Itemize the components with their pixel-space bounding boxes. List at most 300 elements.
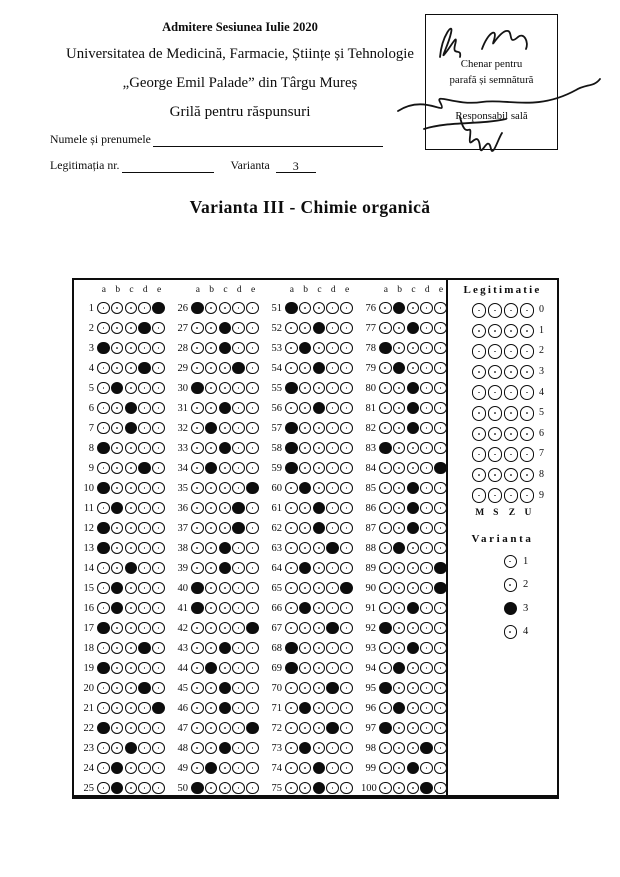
answer-bubble-77d[interactable] — [420, 322, 433, 335]
answer-bubble-37d[interactable] — [232, 522, 245, 535]
answer-bubble-70c[interactable] — [313, 682, 326, 695]
answer-bubble-94a[interactable] — [379, 662, 392, 675]
answer-bubble-93b[interactable] — [393, 642, 406, 655]
answer-bubble-96e[interactable] — [434, 702, 447, 715]
answer-bubble-99a[interactable] — [379, 762, 392, 775]
answer-bubble-56c[interactable] — [313, 402, 326, 415]
answer-bubble-15b[interactable] — [111, 582, 124, 595]
answer-bubble-76e[interactable] — [434, 302, 447, 315]
answer-bubble-32a[interactable] — [191, 422, 204, 435]
answer-bubble-45e[interactable] — [246, 682, 259, 695]
answer-bubble-2b[interactable] — [111, 322, 124, 335]
legitimatie-bubble-5-S[interactable] — [488, 406, 503, 421]
answer-bubble-51e[interactable] — [340, 302, 353, 315]
answer-bubble-60d[interactable] — [326, 482, 339, 495]
answer-bubble-75b[interactable] — [299, 782, 312, 795]
answer-bubble-95e[interactable] — [434, 682, 447, 695]
answer-bubble-98c[interactable] — [407, 742, 420, 755]
answer-bubble-39b[interactable] — [205, 562, 218, 575]
answer-bubble-6b[interactable] — [111, 402, 124, 415]
answer-bubble-79e[interactable] — [434, 362, 447, 375]
answer-bubble-54e[interactable] — [340, 362, 353, 375]
answer-bubble-69e[interactable] — [340, 662, 353, 675]
answer-bubble-47d[interactable] — [232, 722, 245, 735]
legitimatie-bubble-8-Z[interactable] — [504, 468, 519, 483]
answer-bubble-20e[interactable] — [152, 682, 165, 695]
answer-bubble-23c[interactable] — [125, 742, 138, 755]
answer-bubble-11a[interactable] — [97, 502, 110, 515]
answer-bubble-52a[interactable] — [285, 322, 298, 335]
answer-bubble-53d[interactable] — [326, 342, 339, 355]
legitimatie-bubble-6-M[interactable] — [472, 427, 487, 442]
answer-bubble-16d[interactable] — [138, 602, 151, 615]
answer-bubble-33d[interactable] — [232, 442, 245, 455]
answer-bubble-75d[interactable] — [326, 782, 339, 795]
answer-bubble-85e[interactable] — [434, 482, 447, 495]
answer-bubble-98d[interactable] — [420, 742, 433, 755]
answer-bubble-48b[interactable] — [205, 742, 218, 755]
answer-bubble-21e[interactable] — [152, 702, 165, 715]
answer-bubble-16b[interactable] — [111, 602, 124, 615]
answer-bubble-61a[interactable] — [285, 502, 298, 515]
answer-bubble-66b[interactable] — [299, 602, 312, 615]
answer-bubble-96c[interactable] — [407, 702, 420, 715]
answer-bubble-27e[interactable] — [246, 322, 259, 335]
legitimatie-bubble-1-S[interactable] — [488, 324, 503, 339]
answer-bubble-38e[interactable] — [246, 542, 259, 555]
answer-bubble-7c[interactable] — [125, 422, 138, 435]
answer-bubble-19c[interactable] — [125, 662, 138, 675]
legitimatie-bubble-6-S[interactable] — [488, 427, 503, 442]
answer-bubble-53e[interactable] — [340, 342, 353, 355]
answer-bubble-45d[interactable] — [232, 682, 245, 695]
answer-bubble-31e[interactable] — [246, 402, 259, 415]
legitimatie-bubble-2-S[interactable] — [488, 344, 503, 359]
answer-bubble-92a[interactable] — [379, 622, 392, 635]
answer-bubble-20c[interactable] — [125, 682, 138, 695]
answer-bubble-91e[interactable] — [434, 602, 447, 615]
answer-bubble-48a[interactable] — [191, 742, 204, 755]
answer-bubble-18c[interactable] — [125, 642, 138, 655]
answer-bubble-57b[interactable] — [299, 422, 312, 435]
answer-bubble-51c[interactable] — [313, 302, 326, 315]
answer-bubble-26c[interactable] — [219, 302, 232, 315]
answer-bubble-84c[interactable] — [407, 462, 420, 475]
answer-bubble-56e[interactable] — [340, 402, 353, 415]
answer-bubble-99c[interactable] — [407, 762, 420, 775]
answer-bubble-72a[interactable] — [285, 722, 298, 735]
answer-bubble-24a[interactable] — [97, 762, 110, 775]
answer-bubble-57d[interactable] — [326, 422, 339, 435]
answer-bubble-64a[interactable] — [285, 562, 298, 575]
answer-bubble-74a[interactable] — [285, 762, 298, 775]
answer-bubble-13e[interactable] — [152, 542, 165, 555]
answer-bubble-17c[interactable] — [125, 622, 138, 635]
answer-bubble-30c[interactable] — [219, 382, 232, 395]
answer-bubble-96b[interactable] — [393, 702, 406, 715]
answer-bubble-39a[interactable] — [191, 562, 204, 575]
legitimatie-bubble-3-U[interactable] — [520, 365, 535, 380]
answer-bubble-28a[interactable] — [191, 342, 204, 355]
answer-bubble-4b[interactable] — [111, 362, 124, 375]
answer-bubble-14c[interactable] — [125, 562, 138, 575]
answer-bubble-87e[interactable] — [434, 522, 447, 535]
answer-bubble-5b[interactable] — [111, 382, 124, 395]
answer-bubble-29b[interactable] — [205, 362, 218, 375]
answer-bubble-29d[interactable] — [232, 362, 245, 375]
answer-bubble-59e[interactable] — [340, 462, 353, 475]
answer-bubble-31a[interactable] — [191, 402, 204, 415]
answer-bubble-25b[interactable] — [111, 782, 124, 795]
answer-bubble-97b[interactable] — [393, 722, 406, 735]
answer-bubble-47a[interactable] — [191, 722, 204, 735]
answer-bubble-22c[interactable] — [125, 722, 138, 735]
answer-bubble-1c[interactable] — [125, 302, 138, 315]
answer-bubble-100a[interactable] — [379, 782, 392, 795]
answer-bubble-49c[interactable] — [219, 762, 232, 775]
answer-bubble-2e[interactable] — [152, 322, 165, 335]
answer-bubble-95a[interactable] — [379, 682, 392, 695]
answer-bubble-50d[interactable] — [232, 782, 245, 795]
answer-bubble-52d[interactable] — [326, 322, 339, 335]
answer-bubble-67e[interactable] — [340, 622, 353, 635]
answer-bubble-17b[interactable] — [111, 622, 124, 635]
answer-bubble-91a[interactable] — [379, 602, 392, 615]
answer-bubble-36a[interactable] — [191, 502, 204, 515]
answer-bubble-69c[interactable] — [313, 662, 326, 675]
varianta-bubble-2[interactable] — [504, 578, 518, 592]
answer-bubble-3e[interactable] — [152, 342, 165, 355]
answer-bubble-52e[interactable] — [340, 322, 353, 335]
answer-bubble-51b[interactable] — [299, 302, 312, 315]
answer-bubble-12b[interactable] — [111, 522, 124, 535]
answer-bubble-83c[interactable] — [407, 442, 420, 455]
answer-bubble-93c[interactable] — [407, 642, 420, 655]
answer-bubble-64c[interactable] — [313, 562, 326, 575]
answer-bubble-79c[interactable] — [407, 362, 420, 375]
legitimatie-bubble-5-Z[interactable] — [504, 406, 519, 421]
answer-bubble-68d[interactable] — [326, 642, 339, 655]
answer-bubble-44c[interactable] — [219, 662, 232, 675]
answer-bubble-90a[interactable] — [379, 582, 392, 595]
answer-bubble-29a[interactable] — [191, 362, 204, 375]
answer-bubble-8a[interactable] — [97, 442, 110, 455]
answer-bubble-59a[interactable] — [285, 462, 298, 475]
answer-bubble-11d[interactable] — [138, 502, 151, 515]
answer-bubble-76a[interactable] — [379, 302, 392, 315]
answer-bubble-3b[interactable] — [111, 342, 124, 355]
answer-bubble-18b[interactable] — [111, 642, 124, 655]
answer-bubble-46c[interactable] — [219, 702, 232, 715]
answer-bubble-83a[interactable] — [379, 442, 392, 455]
answer-bubble-94b[interactable] — [393, 662, 406, 675]
answer-bubble-98e[interactable] — [434, 742, 447, 755]
answer-bubble-92c[interactable] — [407, 622, 420, 635]
answer-bubble-16e[interactable] — [152, 602, 165, 615]
varianta-bubble-1[interactable] — [504, 555, 518, 569]
answer-bubble-41e[interactable] — [246, 602, 259, 615]
answer-bubble-29c[interactable] — [219, 362, 232, 375]
answer-bubble-30b[interactable] — [205, 382, 218, 395]
answer-bubble-26a[interactable] — [191, 302, 204, 315]
answer-bubble-86b[interactable] — [393, 502, 406, 515]
legitimatie-bubble-9-Z[interactable] — [504, 488, 519, 503]
legitimatie-bubble-6-U[interactable] — [520, 427, 535, 442]
answer-bubble-55a[interactable] — [285, 382, 298, 395]
answer-bubble-27a[interactable] — [191, 322, 204, 335]
answer-bubble-78b[interactable] — [393, 342, 406, 355]
answer-bubble-66c[interactable] — [313, 602, 326, 615]
answer-bubble-74e[interactable] — [340, 762, 353, 775]
answer-bubble-40c[interactable] — [219, 582, 232, 595]
answer-bubble-93a[interactable] — [379, 642, 392, 655]
answer-bubble-36e[interactable] — [246, 502, 259, 515]
answer-bubble-14e[interactable] — [152, 562, 165, 575]
answer-bubble-89e[interactable] — [434, 562, 447, 575]
answer-bubble-12d[interactable] — [138, 522, 151, 535]
answer-bubble-22b[interactable] — [111, 722, 124, 735]
answer-bubble-35c[interactable] — [219, 482, 232, 495]
answer-bubble-31b[interactable] — [205, 402, 218, 415]
answer-bubble-63e[interactable] — [340, 542, 353, 555]
answer-bubble-14b[interactable] — [111, 562, 124, 575]
answer-bubble-11b[interactable] — [111, 502, 124, 515]
answer-bubble-5e[interactable] — [152, 382, 165, 395]
answer-bubble-34e[interactable] — [246, 462, 259, 475]
answer-bubble-33c[interactable] — [219, 442, 232, 455]
answer-bubble-1e[interactable] — [152, 302, 165, 315]
answer-bubble-94c[interactable] — [407, 662, 420, 675]
answer-bubble-68b[interactable] — [299, 642, 312, 655]
answer-bubble-19a[interactable] — [97, 662, 110, 675]
answer-bubble-80e[interactable] — [434, 382, 447, 395]
answer-bubble-35e[interactable] — [246, 482, 259, 495]
answer-bubble-68c[interactable] — [313, 642, 326, 655]
answer-bubble-7d[interactable] — [138, 422, 151, 435]
answer-bubble-64d[interactable] — [326, 562, 339, 575]
answer-bubble-84e[interactable] — [434, 462, 447, 475]
answer-bubble-14a[interactable] — [97, 562, 110, 575]
answer-bubble-8d[interactable] — [138, 442, 151, 455]
answer-bubble-57c[interactable] — [313, 422, 326, 435]
answer-bubble-12c[interactable] — [125, 522, 138, 535]
answer-bubble-25c[interactable] — [125, 782, 138, 795]
answer-bubble-89a[interactable] — [379, 562, 392, 575]
answer-bubble-57e[interactable] — [340, 422, 353, 435]
answer-bubble-31d[interactable] — [232, 402, 245, 415]
answer-bubble-63c[interactable] — [313, 542, 326, 555]
answer-bubble-96d[interactable] — [420, 702, 433, 715]
answer-bubble-17d[interactable] — [138, 622, 151, 635]
answer-bubble-46d[interactable] — [232, 702, 245, 715]
answer-bubble-100b[interactable] — [393, 782, 406, 795]
answer-bubble-48c[interactable] — [219, 742, 232, 755]
legitimatie-bubble-8-U[interactable] — [520, 468, 535, 483]
answer-bubble-24b[interactable] — [111, 762, 124, 775]
answer-bubble-38b[interactable] — [205, 542, 218, 555]
answer-bubble-71b[interactable] — [299, 702, 312, 715]
answer-bubble-87b[interactable] — [393, 522, 406, 535]
answer-bubble-88e[interactable] — [434, 542, 447, 555]
answer-bubble-90e[interactable] — [434, 582, 447, 595]
answer-bubble-9c[interactable] — [125, 462, 138, 475]
answer-bubble-42b[interactable] — [205, 622, 218, 635]
answer-bubble-26d[interactable] — [232, 302, 245, 315]
answer-bubble-34a[interactable] — [191, 462, 204, 475]
answer-bubble-89c[interactable] — [407, 562, 420, 575]
legitimatie-bubble-2-Z[interactable] — [504, 344, 519, 359]
answer-bubble-58e[interactable] — [340, 442, 353, 455]
answer-bubble-82c[interactable] — [407, 422, 420, 435]
answer-bubble-10b[interactable] — [111, 482, 124, 495]
legitimatie-bubble-1-U[interactable] — [520, 324, 535, 339]
answer-bubble-13a[interactable] — [97, 542, 110, 555]
answer-bubble-6c[interactable] — [125, 402, 138, 415]
answer-bubble-90c[interactable] — [407, 582, 420, 595]
answer-bubble-56d[interactable] — [326, 402, 339, 415]
answer-bubble-18a[interactable] — [97, 642, 110, 655]
legitimatie-bubble-7-Z[interactable] — [504, 447, 519, 462]
answer-bubble-58c[interactable] — [313, 442, 326, 455]
variant-value-line[interactable]: 3 — [276, 159, 316, 173]
answer-bubble-78c[interactable] — [407, 342, 420, 355]
answer-bubble-55b[interactable] — [299, 382, 312, 395]
answer-bubble-33b[interactable] — [205, 442, 218, 455]
answer-bubble-44d[interactable] — [232, 662, 245, 675]
answer-bubble-40d[interactable] — [232, 582, 245, 595]
answer-bubble-4d[interactable] — [138, 362, 151, 375]
answer-bubble-73d[interactable] — [326, 742, 339, 755]
answer-bubble-37e[interactable] — [246, 522, 259, 535]
answer-bubble-95d[interactable] — [420, 682, 433, 695]
legitimatie-bubble-8-M[interactable] — [472, 468, 487, 483]
answer-bubble-96a[interactable] — [379, 702, 392, 715]
answer-bubble-47e[interactable] — [246, 722, 259, 735]
answer-bubble-13d[interactable] — [138, 542, 151, 555]
answer-bubble-46a[interactable] — [191, 702, 204, 715]
answer-bubble-4c[interactable] — [125, 362, 138, 375]
legitimatie-bubble-4-Z[interactable] — [504, 385, 519, 400]
answer-bubble-55c[interactable] — [313, 382, 326, 395]
answer-bubble-69d[interactable] — [326, 662, 339, 675]
answer-bubble-36b[interactable] — [205, 502, 218, 515]
answer-bubble-95b[interactable] — [393, 682, 406, 695]
answer-bubble-81e[interactable] — [434, 402, 447, 415]
answer-bubble-70a[interactable] — [285, 682, 298, 695]
answer-bubble-2a[interactable] — [97, 322, 110, 335]
answer-bubble-28e[interactable] — [246, 342, 259, 355]
answer-bubble-6d[interactable] — [138, 402, 151, 415]
answer-bubble-39e[interactable] — [246, 562, 259, 575]
answer-bubble-66d[interactable] — [326, 602, 339, 615]
answer-bubble-6a[interactable] — [97, 402, 110, 415]
legitimatie-bubble-3-Z[interactable] — [504, 365, 519, 380]
answer-bubble-72e[interactable] — [340, 722, 353, 735]
answer-bubble-43d[interactable] — [232, 642, 245, 655]
answer-bubble-27b[interactable] — [205, 322, 218, 335]
answer-bubble-32d[interactable] — [232, 422, 245, 435]
answer-bubble-24e[interactable] — [152, 762, 165, 775]
legitimatie-bubble-8-S[interactable] — [488, 468, 503, 483]
legitimatie-bubble-7-S[interactable] — [488, 447, 503, 462]
answer-bubble-27c[interactable] — [219, 322, 232, 335]
answer-bubble-62b[interactable] — [299, 522, 312, 535]
answer-bubble-82e[interactable] — [434, 422, 447, 435]
answer-bubble-92b[interactable] — [393, 622, 406, 635]
answer-bubble-82a[interactable] — [379, 422, 392, 435]
answer-bubble-79d[interactable] — [420, 362, 433, 375]
answer-bubble-36c[interactable] — [219, 502, 232, 515]
answer-bubble-54d[interactable] — [326, 362, 339, 375]
answer-bubble-45a[interactable] — [191, 682, 204, 695]
answer-bubble-76b[interactable] — [393, 302, 406, 315]
answer-bubble-5d[interactable] — [138, 382, 151, 395]
answer-bubble-46e[interactable] — [246, 702, 259, 715]
answer-bubble-59d[interactable] — [326, 462, 339, 475]
answer-bubble-29e[interactable] — [246, 362, 259, 375]
answer-bubble-16c[interactable] — [125, 602, 138, 615]
varianta-bubble-3[interactable] — [504, 602, 518, 616]
legitimatie-bubble-0-Z[interactable] — [504, 303, 519, 318]
answer-bubble-42e[interactable] — [246, 622, 259, 635]
answer-bubble-10a[interactable] — [97, 482, 110, 495]
answer-bubble-73a[interactable] — [285, 742, 298, 755]
answer-bubble-68a[interactable] — [285, 642, 298, 655]
answer-bubble-34b[interactable] — [205, 462, 218, 475]
legitimatie-bubble-0-U[interactable] — [520, 303, 535, 318]
answer-bubble-73e[interactable] — [340, 742, 353, 755]
answer-bubble-54c[interactable] — [313, 362, 326, 375]
answer-bubble-42c[interactable] — [219, 622, 232, 635]
answer-bubble-60a[interactable] — [285, 482, 298, 495]
answer-bubble-88a[interactable] — [379, 542, 392, 555]
answer-bubble-49b[interactable] — [205, 762, 218, 775]
answer-bubble-80c[interactable] — [407, 382, 420, 395]
answer-bubble-52c[interactable] — [313, 322, 326, 335]
answer-bubble-10d[interactable] — [138, 482, 151, 495]
answer-bubble-43c[interactable] — [219, 642, 232, 655]
answer-bubble-75a[interactable] — [285, 782, 298, 795]
answer-bubble-86c[interactable] — [407, 502, 420, 515]
answer-bubble-11c[interactable] — [125, 502, 138, 515]
id-input-line[interactable] — [122, 159, 214, 173]
answer-bubble-36d[interactable] — [232, 502, 245, 515]
answer-bubble-9e[interactable] — [152, 462, 165, 475]
answer-bubble-50e[interactable] — [246, 782, 259, 795]
answer-bubble-60e[interactable] — [340, 482, 353, 495]
answer-bubble-32c[interactable] — [219, 422, 232, 435]
answer-bubble-4a[interactable] — [97, 362, 110, 375]
answer-bubble-35b[interactable] — [205, 482, 218, 495]
answer-bubble-78e[interactable] — [434, 342, 447, 355]
answer-bubble-74b[interactable] — [299, 762, 312, 775]
answer-bubble-50c[interactable] — [219, 782, 232, 795]
answer-bubble-88d[interactable] — [420, 542, 433, 555]
answer-bubble-84d[interactable] — [420, 462, 433, 475]
answer-bubble-62e[interactable] — [340, 522, 353, 535]
answer-bubble-98a[interactable] — [379, 742, 392, 755]
answer-bubble-34c[interactable] — [219, 462, 232, 475]
answer-bubble-70b[interactable] — [299, 682, 312, 695]
answer-bubble-88c[interactable] — [407, 542, 420, 555]
answer-bubble-67a[interactable] — [285, 622, 298, 635]
answer-bubble-85c[interactable] — [407, 482, 420, 495]
answer-bubble-89b[interactable] — [393, 562, 406, 575]
answer-bubble-6e[interactable] — [152, 402, 165, 415]
answer-bubble-9a[interactable] — [97, 462, 110, 475]
answer-bubble-45c[interactable] — [219, 682, 232, 695]
answer-bubble-10e[interactable] — [152, 482, 165, 495]
